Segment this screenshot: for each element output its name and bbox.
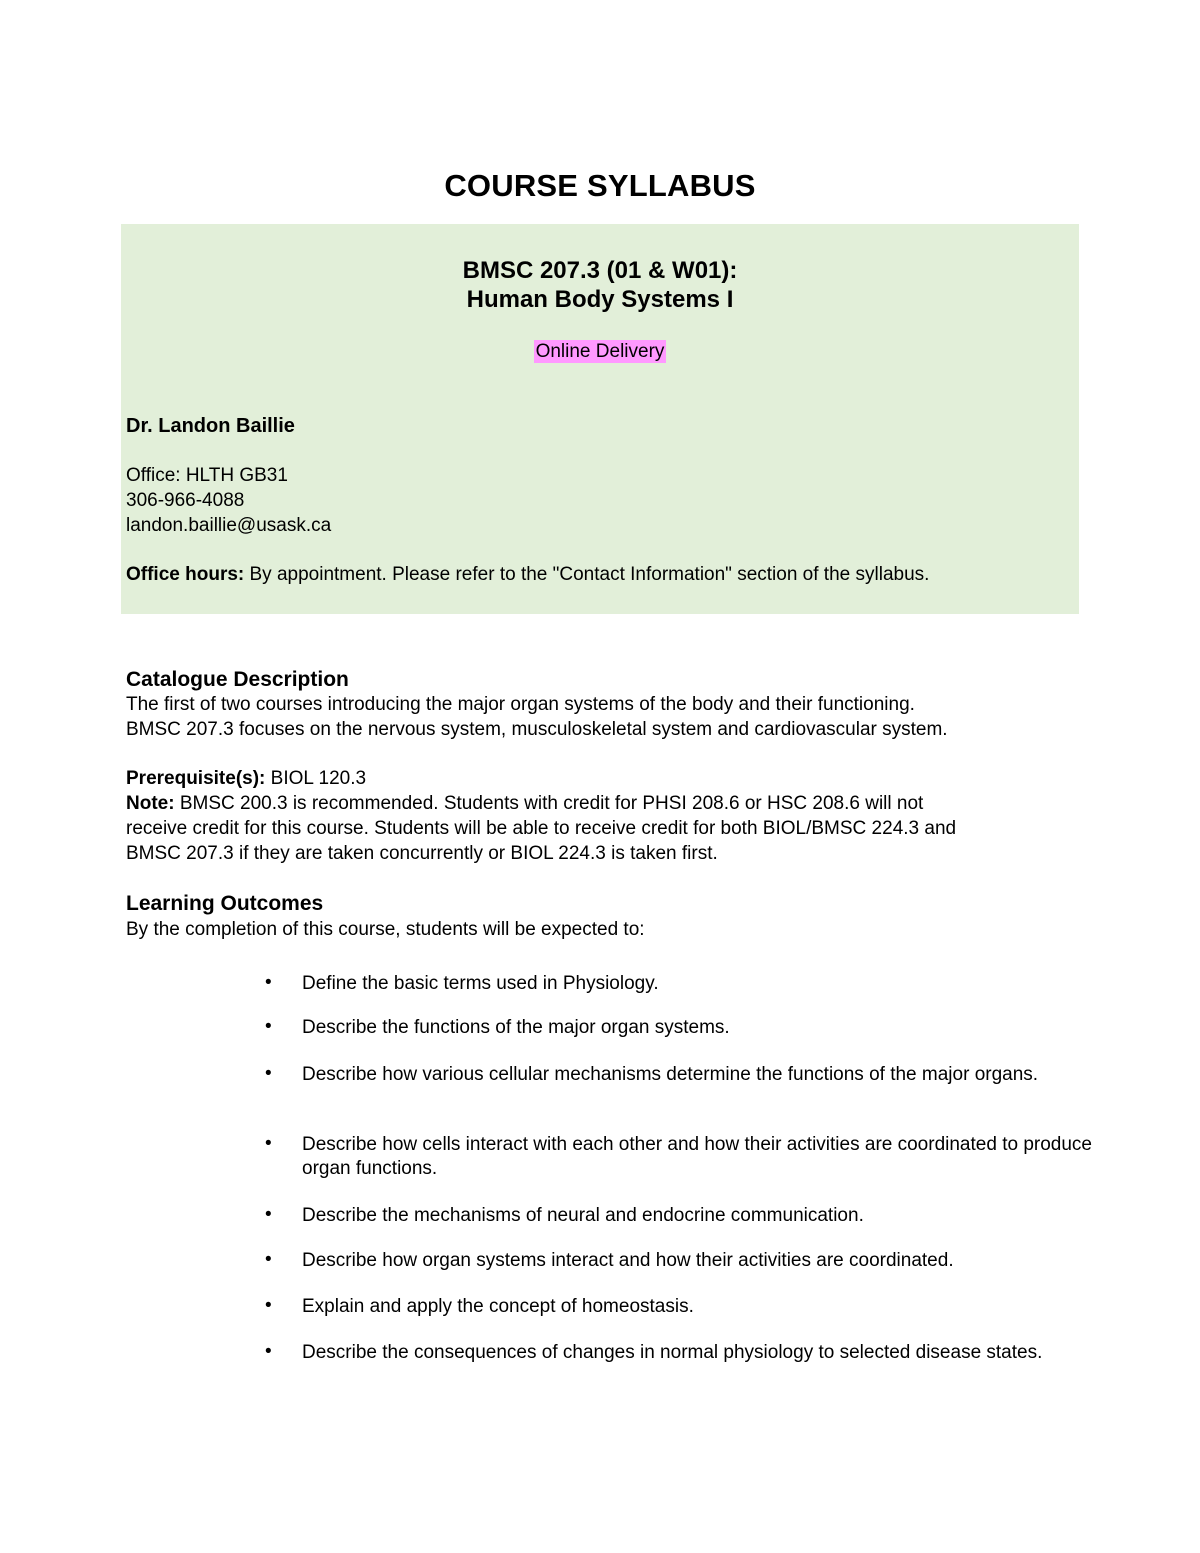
- page-title: COURSE SYLLABUS: [444, 168, 756, 203]
- note-label: Note:: [126, 793, 175, 814]
- outcome-text: Explain and apply the concept of homeostasis.: [302, 1296, 694, 1317]
- bullet-icon: •: [265, 1204, 272, 1225]
- course-name: Human Body Systems I: [466, 286, 734, 313]
- prerequisites-value: BIOL 120.3: [265, 768, 367, 789]
- office-hours-label: Office hours:: [126, 564, 245, 585]
- course-code: BMSC 207.3 (01 & W01):: [462, 257, 738, 284]
- note-text-1: BMSC 200.3 is recommended. Students with credit for PHSI 208.6 or HSC 208.6 will not: [174, 793, 924, 814]
- phone-number: 306-966-4088: [126, 490, 245, 511]
- note-line-2: receive credit for this course. Students will be able to receive credit for both BIOL/BMSC 224.3 and: [126, 818, 957, 839]
- instructor-name: Dr. Landon Baillie: [126, 415, 295, 437]
- office-location: Office: HLTH GB31: [126, 465, 288, 486]
- note-line-3: BMSC 207.3 if they are taken concurrently or BIOL 224.3 is taken first.: [126, 843, 718, 864]
- catalogue-heading: Catalogue Description: [126, 668, 349, 691]
- bullet-icon: •: [265, 1341, 272, 1362]
- catalogue-line-1: The first of two courses introducing the major organ systems of the body and their functioning.: [126, 694, 915, 715]
- prerequisites-label: Prerequisite(s):: [126, 768, 266, 789]
- learning-outcomes-heading: Learning Outcomes: [126, 892, 324, 915]
- outcome-text: Describe the consequences of changes in normal physiology to selected disease states.: [302, 1342, 1043, 1363]
- catalogue-line-2: BMSC 207.3 focuses on the nervous system, musculoskeletal system and cardiovascular system.: [126, 719, 948, 740]
- email-address[interactable]: landon.baillie@usask.ca: [126, 515, 332, 536]
- outcome-text: Describe how cells interact with each other and how their activities are coordinated to produce organ functions.: [302, 1134, 1092, 1179]
- bullet-icon: •: [265, 1016, 272, 1037]
- outcome-text: Describe how organ systems interact and how their activities are coordinated.: [302, 1250, 954, 1271]
- office-hours-text: By appointment. Please refer to the "Contact Information" section of the syllabus.: [244, 564, 930, 585]
- bullet-icon: •: [265, 1133, 272, 1154]
- bullet-icon: •: [265, 1295, 272, 1316]
- bullet-icon: •: [265, 972, 272, 993]
- outcome-text: Describe the mechanisms of neural and endocrine communication.: [302, 1205, 864, 1226]
- delivery-mode-badge: Online Delivery: [535, 341, 665, 362]
- learning-outcomes-intro: By the completion of this course, students will be expected to:: [126, 919, 645, 940]
- bullet-icon: •: [265, 1249, 272, 1270]
- outcome-text: Define the basic terms used in Physiology.: [302, 973, 659, 994]
- outcome-text: Describe the functions of the major organ systems.: [302, 1017, 730, 1038]
- outcome-text: Describe how various cellular mechanisms determine the functions of the major organs.: [302, 1064, 1039, 1085]
- bullet-icon: •: [265, 1063, 272, 1084]
